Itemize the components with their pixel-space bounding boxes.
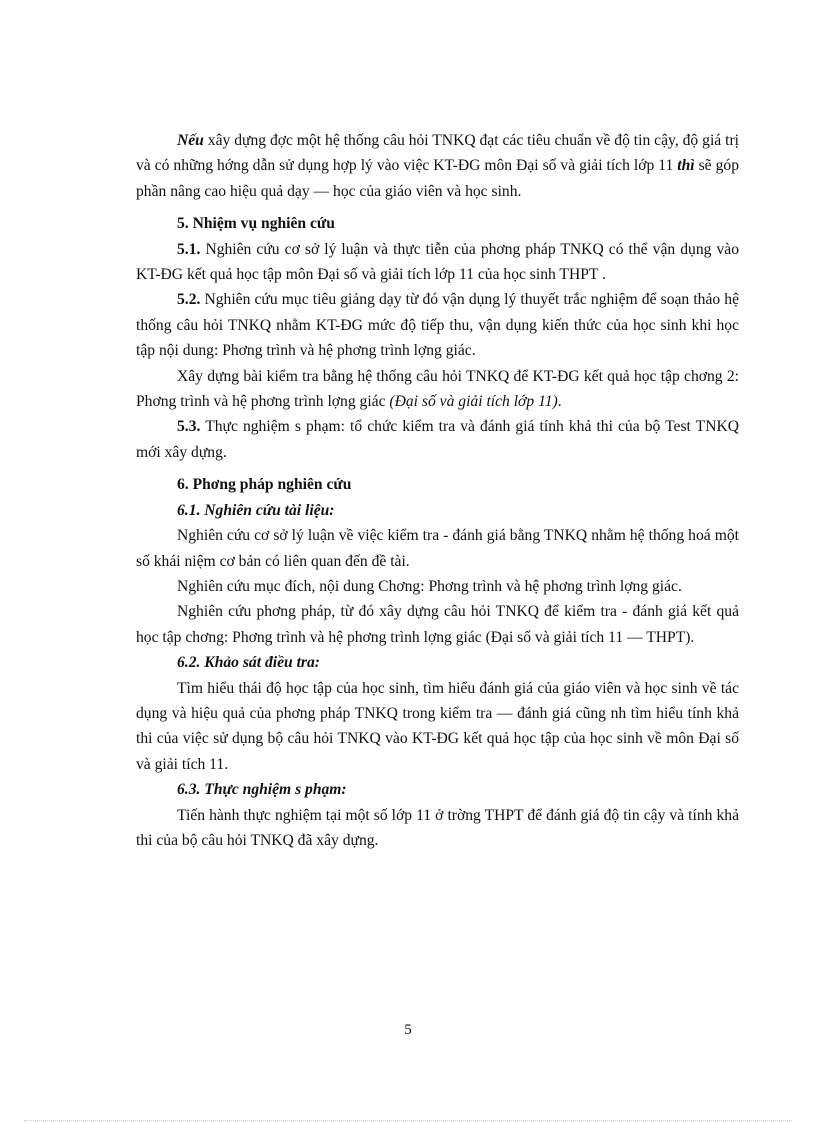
method-6-1-heading: 6.1. Nghiên cứu tài liệu: — [177, 501, 335, 519]
section-6-heading: 6. Phơng pháp nghiên cứu — [177, 476, 352, 494]
hypothesis-lead: Nếu — [177, 132, 204, 149]
task-5-2-continuation — [136, 364, 739, 415]
task-5-1-text: Nghiên cứu cơ sở lý luận và thực tiễn của phơng pháp TNKQ có thể vận dụng vào KT-ĐG kết quả học tập môn Đại số và giải tích lớp 11 của học sinh THPT . — [136, 240, 739, 284]
task-5-2-text: Nghiên cứu mục tiêu giảng dạy từ đó vận dụng lý thuyết trắc nghiệm để soạn thảo hệ thống câu hỏi TNKQ nhằm KT-ĐG mức độ tiếp thu, vận dụng kiến thức của học sinh khi học tập nội dung: Phơng trình và hệ phơng trình lợng giác. — [136, 291, 739, 360]
method-6-2-paragraph: Tìm hiểu thái độ học tập của học sinh, tìm hiểu đánh giá của giáo viên và học sinh về tác dụng và hiệu quả của phơng pháp TNKQ trong kiểm tra — đánh giá cũng nh tìm hiểu tính khả thi của việc sử dụng bộ câu hỏi TNKQ vào KT-ĐG kết quả học tập của học sinh về môn Đại số và giải tích 11. — [136, 679, 739, 773]
method-6-1-paragraph-1: Nghiên cứu cơ sở lý luận về việc kiểm tra - đánh giá bằng TNKQ nhằm hệ thống hoá một số khái niệm cơ bản có liên quan đến đề tài. — [136, 527, 739, 570]
section-5-heading: 5. Nhiệm vụ nghiên cứu — [177, 215, 335, 233]
task-5-2 — [136, 287, 739, 363]
task-5-3 — [136, 414, 739, 465]
task-5-1-number: 5.1. — [177, 240, 201, 258]
method-6-1-paragraph-2: Nghiên cứu mục đích, nội dung Chơng: Phơng trình và hệ phơng trình lợng giác. — [177, 577, 682, 595]
hypothesis-mid: thì — [677, 157, 695, 175]
task-5-2b-end: . — [557, 393, 562, 411]
page-bottom-divider — [24, 1120, 792, 1121]
hypothesis-text-b: sẽ góp phần nâng cao hiệu quả dạy — học của giáo viên và học sinh. — [136, 157, 739, 200]
document-page — [136, 128, 739, 853]
page-number: 5 — [404, 1022, 412, 1038]
hypothesis-text-a: xây dựng đợc một hệ thống câu hỏi TNKQ đạt các tiêu chuẩn về độ tin cậy, độ giá trị và có những hớng dẫn sử dụng hợp lý vào việc KT-ĐG môn Đại số và giải tích lớp 11 — [136, 132, 739, 175]
task-5-2b-text: Xây dựng bài kiểm tra bằng hệ thống câu hỏi TNKQ để KT-ĐG kết quả học tập chơng 2: Phơng trình và hệ phơng trình lợng giác — [136, 367, 739, 411]
method-6-1-paragraph-3: Nghiên cứu phơng pháp, từ đó xây dựng câu hỏi TNKQ để kiểm tra - đánh giá kết quả học tập chơng: Phơng trình và hệ phơng trình lợng giác (Đại số và giải tích 11 — THPT). — [136, 603, 739, 646]
task-5-2-number: 5.2. — [177, 291, 201, 309]
task-5-2b-italic: (Đại số và giải tích lớp 11) — [389, 393, 558, 411]
method-6-2-heading: 6.2. Khảo sát điều tra: — [177, 654, 320, 672]
task-5-3-text: Thực nghiệm s phạm: tổ chức kiểm tra và đánh giá tính khả thi của bộ Test TNKQ mới xây dựng. — [136, 418, 739, 461]
task-5-1 — [136, 237, 739, 288]
hypothesis-paragraph — [136, 128, 739, 204]
method-6-3-heading: 6.3. Thực nghiệm s phạm: — [177, 781, 347, 799]
task-5-3-number: 5.3. — [177, 418, 201, 436]
method-6-3-paragraph: Tiến hành thực nghiệm tại một số lớp 11 ở trờng THPT để đánh giá độ tin cậy và tính khả thi của bộ câu hỏi TNKQ đã xây dựng. — [136, 806, 739, 849]
